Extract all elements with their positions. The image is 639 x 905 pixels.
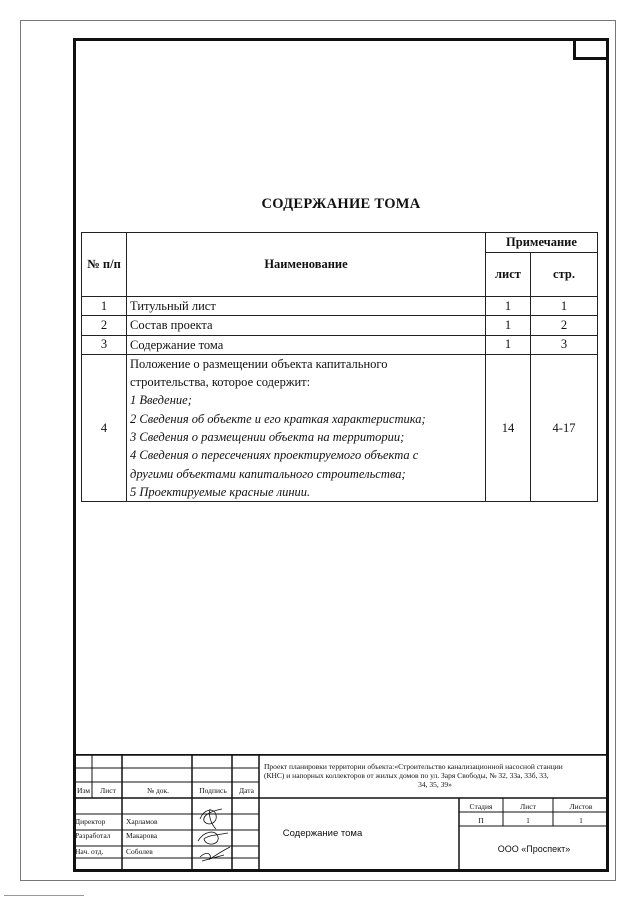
row-name-item: другими объектами капитального строительства; <box>130 466 406 481</box>
contents-table <box>81 232 598 502</box>
row-num: 1 <box>82 297 127 316</box>
scan-edge-line <box>4 895 84 896</box>
table-row <box>82 354 598 501</box>
sheet-name: Содержание тома <box>282 828 363 839</box>
row-page: 1 <box>531 297 598 316</box>
project-line: 34, 35, 39» <box>418 780 452 789</box>
col-list: Лист <box>100 786 116 795</box>
row-page: 3 <box>531 335 598 354</box>
sheets-value: 1 <box>579 816 583 825</box>
row-name-item: 1 Введение; <box>130 393 192 408</box>
col-izm: Изм <box>76 786 91 795</box>
project-line: (КНС) и напорных коллекторов от жилых домов по ул. Заря Свободы, № 32, 33а, 33б, 33, <box>264 771 549 780</box>
sheet-value: 1 <box>526 816 530 825</box>
stage-value: П <box>478 816 484 825</box>
header-name: Наименование <box>127 233 486 297</box>
row-name-item: 2 Сведения об объекте и его краткая характеристика; <box>130 411 426 426</box>
row-name-item: 4 Сведения о пересечениях проектируемого объекта с <box>130 448 419 463</box>
col-date: Дата <box>239 786 254 795</box>
role-department-head: Нач. отд. <box>75 847 104 856</box>
row-name-item: 3 Сведения о размещении объекта на территории; <box>130 430 405 445</box>
header-num: № п/п <box>82 233 127 297</box>
table-row <box>82 335 598 354</box>
row-name: Состав проекта <box>127 316 486 335</box>
row-name-line: Положение о размещении объекта капитального <box>130 356 388 371</box>
page-title: СОДЕРЖАНИЕ ТОМА <box>261 196 421 212</box>
row-name-line: строительства, которое содержит: <box>130 375 311 390</box>
row-sheet: 1 <box>486 297 531 316</box>
table-row <box>82 297 598 316</box>
header-note: Примечание <box>486 233 598 253</box>
sheets-label: Листов <box>569 802 593 811</box>
row-sheet: 1 <box>486 316 531 335</box>
role-developer: Разработал <box>75 831 111 840</box>
col-sign: Подпись <box>199 786 227 795</box>
row-num: 4 <box>82 354 127 501</box>
company-name: ООО «Проспект» <box>497 844 571 854</box>
table-row <box>82 316 598 335</box>
row-page: 4-17 <box>531 354 598 501</box>
row-name-multiline <box>127 354 486 501</box>
sheet-label: Лист <box>520 802 536 811</box>
name-kharlamov: Харламов <box>126 817 158 826</box>
project-line: Проект планировки территории объекта:«Строительство канализационной насосной станции <box>264 762 563 771</box>
row-page: 2 <box>531 316 598 335</box>
role-director: Директор <box>75 817 106 826</box>
sheet-number-corner <box>573 38 609 60</box>
row-name: Содержание тома <box>127 335 486 354</box>
signature-scribbles <box>194 805 234 863</box>
row-sheet: 14 <box>486 354 531 501</box>
row-name: Титульный лист <box>127 297 486 316</box>
project-description <box>264 762 606 789</box>
row-name-item: 5 Проектируемые красные линии. <box>130 484 311 499</box>
stage-label: Стадия <box>469 802 493 811</box>
name-makarova: Макарова <box>126 831 158 840</box>
row-num: 2 <box>82 316 127 335</box>
header-sheet: лист <box>486 253 531 297</box>
row-num: 3 <box>82 335 127 354</box>
col-doc: № док. <box>146 786 170 795</box>
row-sheet: 1 <box>486 335 531 354</box>
header-page: стр. <box>531 253 598 297</box>
name-sobolev: Соболев <box>126 847 153 856</box>
